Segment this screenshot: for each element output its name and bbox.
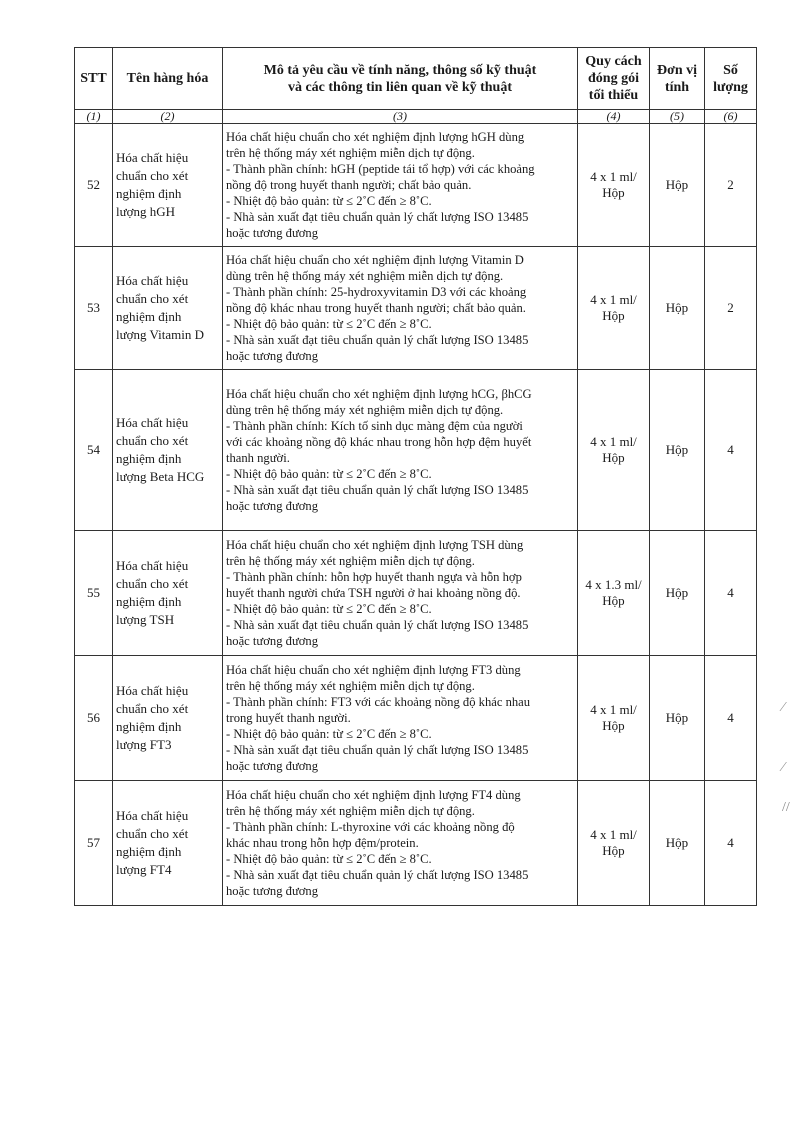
row-packaging [578, 370, 650, 531]
row-unit: Hộp [650, 656, 705, 781]
text-line: dùng trên hệ thống máy xét nghiệm miễn dịch tự động. [226, 403, 504, 417]
text-line: Hóa chất hiệu [116, 273, 189, 288]
row-quantity: 4 [705, 656, 757, 781]
row-packaging [578, 656, 650, 781]
row-stt: 53 [75, 247, 113, 370]
header-qty: Số lượng [705, 48, 757, 110]
text-line: hoặc tương đương [226, 634, 319, 648]
text-line: chuẩn cho xét [116, 826, 189, 841]
text-line: - Nhà sản xuất đạt tiêu chuẩn quản lý chất lượng ISO 13485 [226, 333, 529, 347]
text-line: Hóa chất hiệu chuẩn cho xét nghiệm định lượng TSH dùng [226, 538, 524, 552]
row-stt: 54 [75, 370, 113, 531]
text-line: Hóa chất hiệu [116, 415, 189, 430]
text-line: thanh người. [226, 451, 290, 465]
text-line: - Thành phần chính: L-thyroxine với các khoảng nồng độ [226, 820, 515, 834]
text-line: hoặc tương đương [226, 226, 319, 240]
text-line: - Thành phần chính: 25-hydroxyvitamin D3 với các khoảng [226, 285, 527, 299]
column-numbering-row [75, 110, 757, 124]
text-line: dùng trên hệ thống máy xét nghiệm miễn dịch tự động. [226, 269, 504, 283]
text-line: nghiệm định [116, 309, 182, 324]
row-quantity: 2 [705, 247, 757, 370]
col-number: (4) [578, 110, 650, 124]
text-line: trên hệ thống máy xét nghiệm miễn dịch tự động. [226, 146, 475, 160]
text-line: Hóa chất hiệu chuẩn cho xét nghiệm định lượng FT3 dùng [226, 663, 521, 677]
text-line: 4 x 1 ml/ [590, 169, 637, 184]
header-name: Tên hàng hóa [113, 48, 223, 110]
text-line: hoặc tương đương [226, 884, 319, 898]
row-quantity: 4 [705, 370, 757, 531]
row-quantity: 4 [705, 781, 757, 906]
text-line: Hộp [602, 185, 625, 200]
text-line: 4 x 1 ml/ [590, 434, 637, 449]
text-line: trên hệ thống máy xét nghiệm miễn dịch tự động. [226, 804, 475, 818]
row-description [223, 370, 578, 531]
row-stt: 55 [75, 531, 113, 656]
text-line: với các khoảng nồng độ khác nhau trong hỗn hợp đệm huyết [226, 435, 532, 449]
text-line: khác nhau trong hỗn hợp đệm/protein. [226, 836, 419, 850]
row-quantity: 2 [705, 124, 757, 247]
header-row [75, 48, 757, 110]
row-description [223, 247, 578, 370]
text-line: nghiệm định [116, 594, 182, 609]
text-line: nghiệm định [116, 844, 182, 859]
text-line: - Nhà sản xuất đạt tiêu chuẩn quản lý chất lượng ISO 13485 [226, 743, 529, 757]
row-unit: Hộp [650, 781, 705, 906]
row-packaging [578, 247, 650, 370]
text-line: chuẩn cho xét [116, 433, 189, 448]
text-line: - Nhiệt độ bảo quản: từ ≤ 2˚C đến ≥ 8˚C. [226, 317, 432, 331]
text-line: chuẩn cho xét [116, 168, 189, 183]
header-stt: STT [75, 48, 113, 110]
row-unit: Hộp [650, 124, 705, 247]
text-line: Hóa chất hiệu chuẩn cho xét nghiệm định lượng FT4 dùng [226, 788, 521, 802]
text-line: nghiệm định [116, 719, 182, 734]
text-line: Hóa chất hiệu [116, 808, 189, 823]
col-number: (3) [223, 110, 578, 124]
row-stt: 52 [75, 124, 113, 247]
text-line: - Nhiệt độ bảo quản: từ ≤ 2˚C đến ≥ 8˚C. [226, 727, 432, 741]
row-packaging [578, 781, 650, 906]
row-quantity: 4 [705, 531, 757, 656]
col-number: (1) [75, 110, 113, 124]
row-description [223, 124, 578, 247]
text-line: - Nhà sản xuất đạt tiêu chuẩn quản lý chất lượng ISO 13485 [226, 618, 529, 632]
text-line: - Nhiệt độ bảo quản: từ ≤ 2˚C đến ≥ 8˚C. [226, 194, 432, 208]
row-packaging [578, 124, 650, 247]
text-line: - Nhà sản xuất đạt tiêu chuẩn quản lý chất lượng ISO 13485 [226, 868, 529, 882]
text-line: Hộp [602, 450, 625, 465]
row-product-name [113, 656, 223, 781]
text-line: Hộp [602, 308, 625, 323]
row-product-name [113, 247, 223, 370]
text-line: 4 x 1 ml/ [590, 292, 637, 307]
table-row [75, 656, 757, 781]
margin-stamp-mark: ⁄ [782, 760, 785, 775]
text-line: - Thành phần chính: hGH (peptide tái tổ hợp) với các khoảng [226, 162, 535, 176]
text-line: hoặc tương đương [226, 499, 319, 513]
text-line: - Thành phần chính: hỗn hợp huyết thanh ngựa và hỗn hợp [226, 570, 522, 584]
text-line: - Nhà sản xuất đạt tiêu chuẩn quản lý chất lượng ISO 13485 [226, 483, 529, 497]
table-row [75, 531, 757, 656]
text-line: trong huyết thanh người. [226, 711, 351, 725]
row-unit: Hộp [650, 370, 705, 531]
text-line: 4 x 1 ml/ [590, 827, 637, 842]
text-line: Hóa chất hiệu chuẩn cho xét nghiệm định lượng Vitamin D [226, 253, 524, 267]
text-line: chuẩn cho xét [116, 291, 189, 306]
row-unit: Hộp [650, 531, 705, 656]
row-product-name [113, 781, 223, 906]
text-line: Hóa chất hiệu [116, 558, 189, 573]
specification-table [74, 47, 757, 906]
col-number: (5) [650, 110, 705, 124]
text-line: - Nhiệt độ bảo quản: từ ≤ 2˚C đến ≥ 8˚C. [226, 852, 432, 866]
row-description [223, 656, 578, 781]
header-pack: Quy cách đóng gói tối thiểu [578, 48, 650, 110]
text-line: hoặc tương đương [226, 349, 319, 363]
row-packaging [578, 531, 650, 656]
text-line: lượng FT4 [116, 862, 172, 877]
text-line: chuẩn cho xét [116, 701, 189, 716]
text-line: lượng FT3 [116, 737, 172, 752]
row-description [223, 531, 578, 656]
header-unit: Đơn vị tính [650, 48, 705, 110]
row-stt: 56 [75, 656, 113, 781]
text-line: lượng TSH [116, 612, 175, 627]
text-line: - Thành phần chính: Kích tố sinh dục màng đệm của người [226, 419, 523, 433]
text-line: lượng Beta HCG [116, 469, 205, 484]
row-product-name [113, 124, 223, 247]
margin-stamp-mark: ⁄ [782, 700, 785, 715]
text-line: Hóa chất hiệu [116, 683, 189, 698]
text-line: Hóa chất hiệu [116, 150, 189, 165]
text-line: nồng độ khác nhau trong huyết thanh người; chất bảo quản. [226, 301, 526, 315]
row-product-name [113, 370, 223, 531]
text-line: Hóa chất hiệu chuẩn cho xét nghiệm định lượng hCG, βhCG [226, 387, 532, 401]
text-line: 4 x 1.3 ml/ [585, 577, 642, 592]
row-stt: 57 [75, 781, 113, 906]
text-line: - Nhà sản xuất đạt tiêu chuẩn quản lý chất lượng ISO 13485 [226, 210, 529, 224]
text-line: Hộp [602, 843, 625, 858]
table-row [75, 124, 757, 247]
text-line: Hộp [602, 593, 625, 608]
col-number: (6) [705, 110, 757, 124]
text-line: Hộp [602, 718, 625, 733]
text-line: nồng độ trong huyết thanh người; chất bảo quản. [226, 178, 472, 192]
table-row [75, 370, 757, 531]
row-unit: Hộp [650, 247, 705, 370]
text-line: - Thành phần chính: FT3 với các khoảng nồng độ khác nhau [226, 695, 531, 709]
margin-stamp-mark: // [782, 800, 790, 815]
text-line: Hóa chất hiệu chuẩn cho xét nghiệm định lượng hGH dùng [226, 130, 525, 144]
table-row [75, 247, 757, 370]
text-line: trên hệ thống máy xét nghiệm miễn dịch tự động. [226, 554, 475, 568]
table-row [75, 781, 757, 906]
text-line: - Nhiệt độ bảo quản: từ ≤ 2˚C đến ≥ 8˚C. [226, 467, 432, 481]
header-desc: Mô tả yêu cầu về tính năng, thông số kỹ thuật và các thông tin liên quan về kỹ thuật [223, 48, 578, 110]
text-line: 4 x 1 ml/ [590, 702, 637, 717]
text-line: - Nhiệt độ bảo quản: từ ≤ 2˚C đến ≥ 8˚C. [226, 602, 432, 616]
row-product-name [113, 531, 223, 656]
text-line: lượng hGH [116, 204, 176, 219]
text-line: nghiệm định [116, 186, 182, 201]
text-line: hoặc tương đương [226, 759, 319, 773]
text-line: nghiệm định [116, 451, 182, 466]
row-description [223, 781, 578, 906]
text-line: huyết thanh người chứa TSH người ở hai khoảng nồng độ. [226, 586, 521, 600]
col-number: (2) [113, 110, 223, 124]
text-line: chuẩn cho xét [116, 576, 189, 591]
text-line: trên hệ thống máy xét nghiệm miễn dịch tự động. [226, 679, 475, 693]
text-line: lượng Vitamin D [116, 327, 205, 342]
